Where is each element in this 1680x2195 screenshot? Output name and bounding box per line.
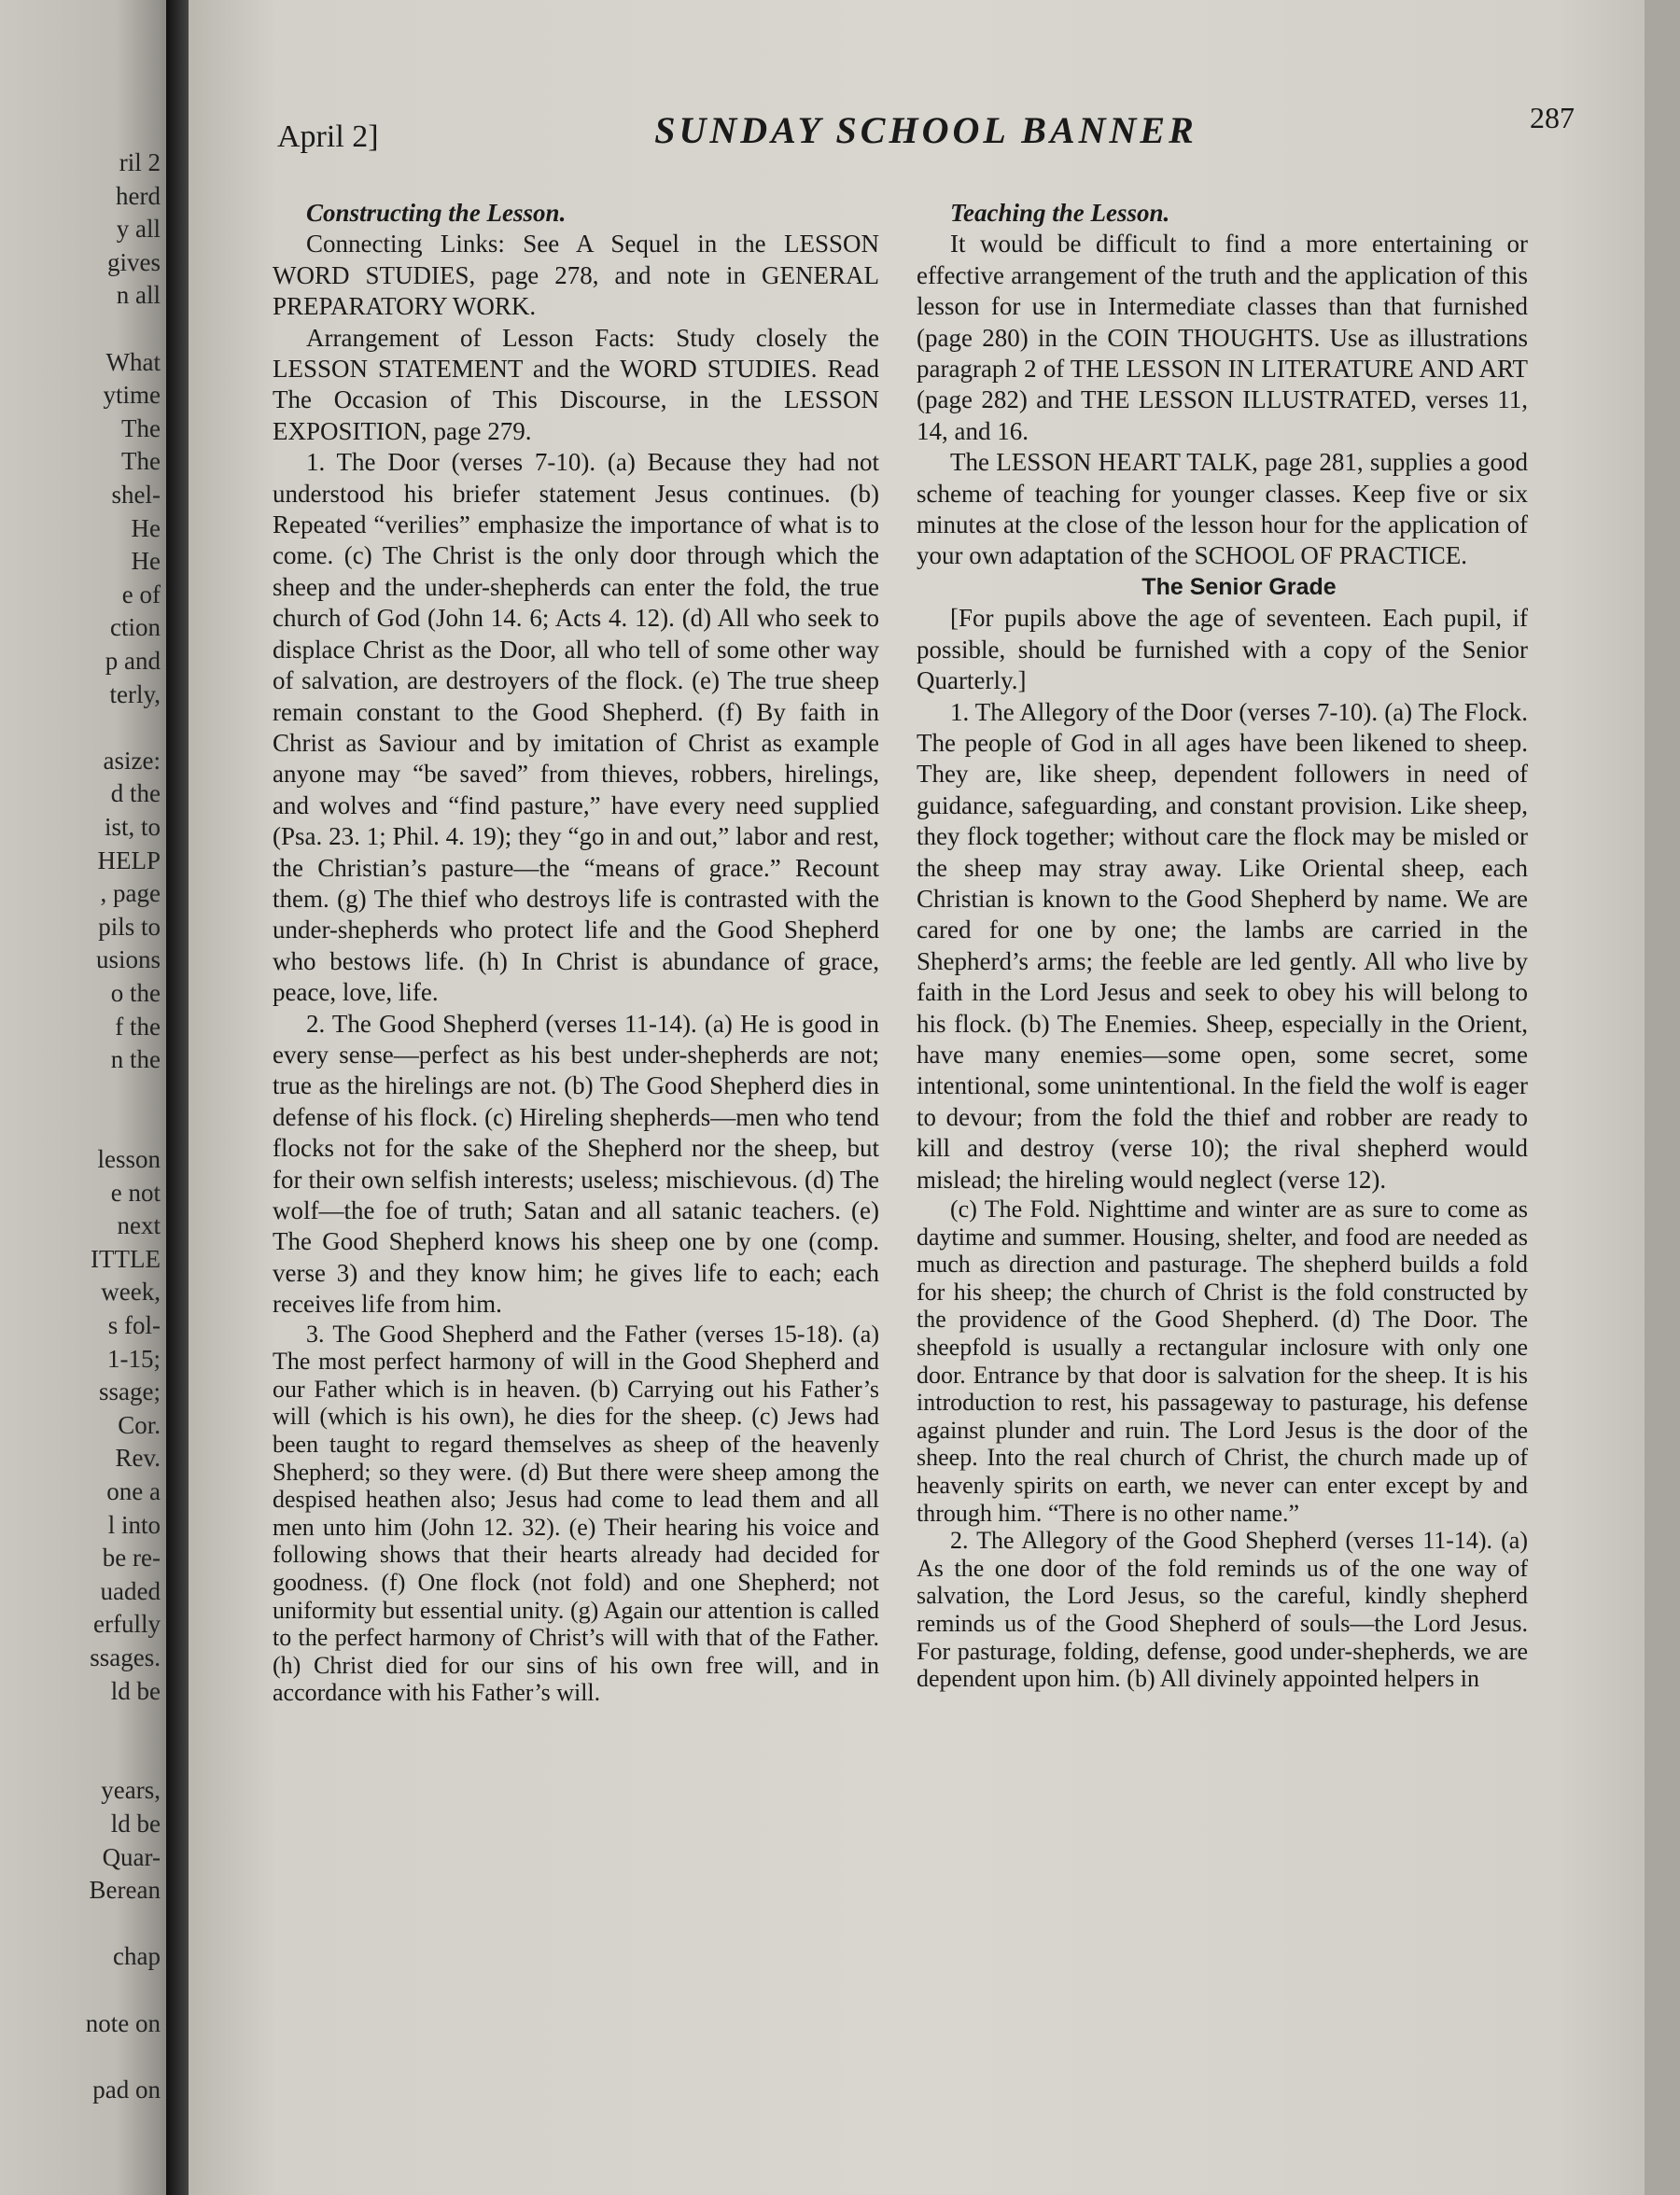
left-page-edge-line: He <box>131 547 161 576</box>
left-page-edge-line: lesson <box>97 1145 161 1173</box>
left-page-edge-line: one a <box>106 1477 161 1505</box>
header-title: SUNDAY SCHOOL BANNER <box>654 109 1197 151</box>
left-page-edge-line: n all <box>116 281 161 310</box>
paragraph-the-door: 1. The Door (verses 7-10). (a) Because they had not understood his briefer statement Jesus continues. (b) Repeated “verilies” emphasize the importance of what is to come. (c) The Christ is the only door through which the sheep and the under-shepherds can enter the fold, the true church of God (John 14. 6; Acts 4. 12). (d) All who seek to displace Christ as the Door, all who tell of some other way of salvation, are destroyers of the flock. (e) The true sheep remain constant to the Good Shepherd. (f) By faith in Christ as Saviour and by imitation of Christ as example anyone may “be saved” from thieves, robbers, hirelings, and wolves and “find pasture,” have every need supplied (Psa. 23. 1; Phil. 4. 19); they “go in and out,” labor and rest, the Christian’s pasture—the “means of grace.” Recount them. (g) The thief who destroys life is contrasted with the under-shepherds who protect life and the Good Shepherd who bestows life. (h) In Christ is abundance of grace, peace, love, life. <box>273 448 879 1007</box>
page <box>189 0 1645 2195</box>
paragraph-arrangement: Arrangement of Lesson Facts: Study closely the LESSON STATEMENT and the WORD STUDIES. Read The Occasion of This Discourse, in the LESSON EXPOSITION, page 279. <box>273 323 879 445</box>
left-page-edge-line: He <box>131 513 161 542</box>
left-page-edge-line: week, <box>101 1278 161 1307</box>
left-page-edge-line: The <box>121 447 161 476</box>
paragraph-teaching-2: The LESSON HEART TALK, page 281, supplies a good scheme of teaching for younger classes. Keep five or six minutes at the close of the lesson hour for the application of your own adaptation of the SCHOOL OF PRACTICE. <box>917 448 1528 570</box>
left-page-edge-line: gives <box>107 247 161 276</box>
left-page-edge-line: ril 2 <box>119 148 161 176</box>
left-page-edge-line: pils to <box>98 912 161 941</box>
left-page-edge-line: uaded <box>100 1576 161 1605</box>
paragraph-shepherd-and-father: 3. The Good Shepherd and the Father (verses 15-18). (a) The most perfect harmony of will in the Good Shepherd and our Father which is in heaven. (b) Carrying out his Father’s will (which is his own), he dies for the sheep. (c) Jews had been taught to regard themselves as sheep of the heavenly Shepherd; so they were. (d) But there were sheep among the despised heathen also; Jesus had come to lead them and all men unto him (John 12. 32). (e) Their hearing his voice and following shows that their hearts already had decided for goodness. (f) One flock (not fold) and one Shepherd; not uniformity but essential unity. (g) Again our attention is called to the perfect harmony of Christ’s will with that of the Father. (h) Christ died for our sins of his own free will, and in accordance with his Father’s will. <box>273 1320 879 1707</box>
left-page-edge-line: usions <box>95 945 161 974</box>
left-page-edge-line: Quar- <box>102 1842 161 1871</box>
paragraph-teaching-1: It would be difficult to find a more entertaining or effective arrangement of the truth and the application of this lesson for use in Intermediate classes than that furnished (page 280) in the COIN THOUGHTS. Use as illustrations paragraph 2 of THE LESSON IN LITERATURE AND ART (page 282) and THE LESSON ILLUSTRATED, verses 11, 14, and 16. <box>917 230 1528 445</box>
left-page-edge-line: Berean <box>89 1876 161 1905</box>
left-page-edge-line: Cor. <box>118 1410 161 1439</box>
left-page-edge-line: n the <box>110 1045 161 1074</box>
left-page-edge-line: next <box>117 1211 161 1240</box>
paragraph-allegory-shepherd: 2. The Allegory of the Good Shepherd (verses 11-14). (a) As the one door of the fold reminds us of the one way of salvation, the Lord Jesus, so the careful, kindly shepherd reminds us of the Good Shepherd of souls—the Lord Jesus. For pasturage, folding, defense, good under-shepherds, we are dependent upon him. (b) All divinely appointed helpers in <box>917 1527 1528 1693</box>
header-date: April 2] <box>277 119 379 154</box>
left-page-edge-line: HELP <box>97 846 161 874</box>
left-page-edge-line: , page <box>100 879 161 908</box>
left-page-edge-line: note on <box>85 2008 161 2037</box>
senior-grade-heading: The Senior Grade <box>1141 573 1337 600</box>
left-page-edge-line: 1-15; <box>107 1344 161 1373</box>
left-page-edge-line: p and <box>105 647 161 675</box>
left-page-edge-line: ssage; <box>99 1377 161 1406</box>
left-page-edge-line: f the <box>115 1012 161 1041</box>
paragraph-good-shepherd: 2. The Good Shepherd (verses 11-14). (a) He is good in every sense—perfect as his best under-shepherds are not; true as the hirelings are not. (b) The Good Shepherd dies in defense of his flock. (c) Hireling shepherds—men who tend flocks not for the sake of the Shepherd nor the sheep, but for their own selfish interests; useless; mischievous. (d) The wolf—the foe of truth; Satan and all satanic teachers. (e) The Good Shepherd knows his sheep one by one (comp. verse 3) and they know him; he gives life to each; each receives life from him. <box>273 1009 879 1319</box>
left-page-edge-line: ld be <box>110 1810 161 1838</box>
left-page-edge-line: years, <box>101 1776 161 1805</box>
left-page-edge-line: ytime <box>103 381 161 410</box>
left-facing-page-edge <box>0 0 166 2195</box>
paragraph-connecting-links: Connecting Links: See A Sequel in the LESSON WORD STUDIES, page 278, and note in GENERAL PREPARATORY WORK. <box>273 230 879 321</box>
left-page-edge-line: terly, <box>109 679 161 708</box>
left-page-edge-line: erfully <box>93 1610 161 1639</box>
left-page-edge-line: Rev. <box>115 1444 161 1473</box>
left-page-edge-line: e of <box>121 580 161 608</box>
left-page-edge-line: ssages. <box>90 1643 161 1671</box>
left-page-edge-line: ld be <box>110 1676 161 1705</box>
left-page-edge-line: herd <box>116 181 161 210</box>
left-page-edge-line: pad on <box>92 2075 161 2104</box>
left-page-edge-line: d the <box>110 779 161 808</box>
left-page-edge-line: ist, to <box>104 813 161 841</box>
section-heading-teaching: Teaching the Lesson. <box>950 199 1170 227</box>
right-column <box>917 198 1528 1693</box>
senior-grade-note: [For pupils above the age of seventeen. Each pupil, if possible, should be furnished with a copy of the Senior Quarterly.] <box>917 604 1528 695</box>
book-gutter <box>166 0 189 2195</box>
left-page-edge-line: o the <box>110 979 161 1007</box>
paragraph-the-fold: (c) The Fold. Nighttime and winter are as sure to come as daytime and summer. Housing, shelter, and food are needed as much as direction and pasturage. The shepherd builds a fold for his sheep; the church of Christ is the fold constructed by the providence of the Good Shepherd. (d) The Door. The sheepfold is usually a rectangular inclosure with only one door. Entrance by that door is salvation for the sheep. It is his introduction to rest, his passageway to pasturage, his defense against plunder and ruin. The Lord Jesus is the door of the sheep. Into the real church of Christ, the church made up of heavenly spirits on earth, we never can enter except by and through him. “There is no other name.” <box>917 1195 1528 1527</box>
left-page-edge-line: y all <box>116 215 161 244</box>
left-page-edge-line: chap <box>113 1942 161 1971</box>
left-page-edge-line: The <box>121 413 161 442</box>
left-page-edge-line: e not <box>110 1178 161 1207</box>
left-page-edge-line: be re- <box>102 1544 161 1573</box>
section-heading-constructing: Constructing the Lesson. <box>306 199 567 227</box>
left-page-edge-line: What <box>105 347 161 376</box>
left-page-edge-line: asize: <box>103 746 161 775</box>
paragraph-allegory-door: 1. The Allegory of the Door (verses 7-10). (a) The Flock. The people of God in all ages have been likened to sheep. They are, like sheep, dependent followers in need of guidance, safeguarding, and constant provision. Like sheep, they flock together; without care the flock may be misled or the sheep may stray away. Like Oriental sheep, each Christian is known to the Good Shepherd by name. We are cared for one by one; the lambs are carried in the Shepherd’s arms; the feeble are led gently. All who live by faith in the Lord Jesus and seek to obey his will belong to his flock. (b) The Enemies. Sheep, especially in the Orient, have many enemies—some open, some secret, some intentional, some unintentional. In the field the wolf is eager to devour; from the fold the thief and robber are ready to kill and destroy (verse 10); the rival shepherd would mislead; the hireling would neglect (verse 12). <box>917 697 1528 1194</box>
right-margin <box>1645 0 1680 2195</box>
left-page-edge-line: ction <box>110 613 161 642</box>
left-page-edge-line: ITTLE <box>91 1244 161 1273</box>
running-head <box>277 101 1575 157</box>
left-column <box>273 198 879 1707</box>
left-page-edge-line: s fol- <box>107 1311 161 1339</box>
page-number: 287 <box>1530 101 1575 134</box>
left-page-edge-line: shel- <box>111 481 161 509</box>
left-page-edge-line: l into <box>107 1510 161 1539</box>
